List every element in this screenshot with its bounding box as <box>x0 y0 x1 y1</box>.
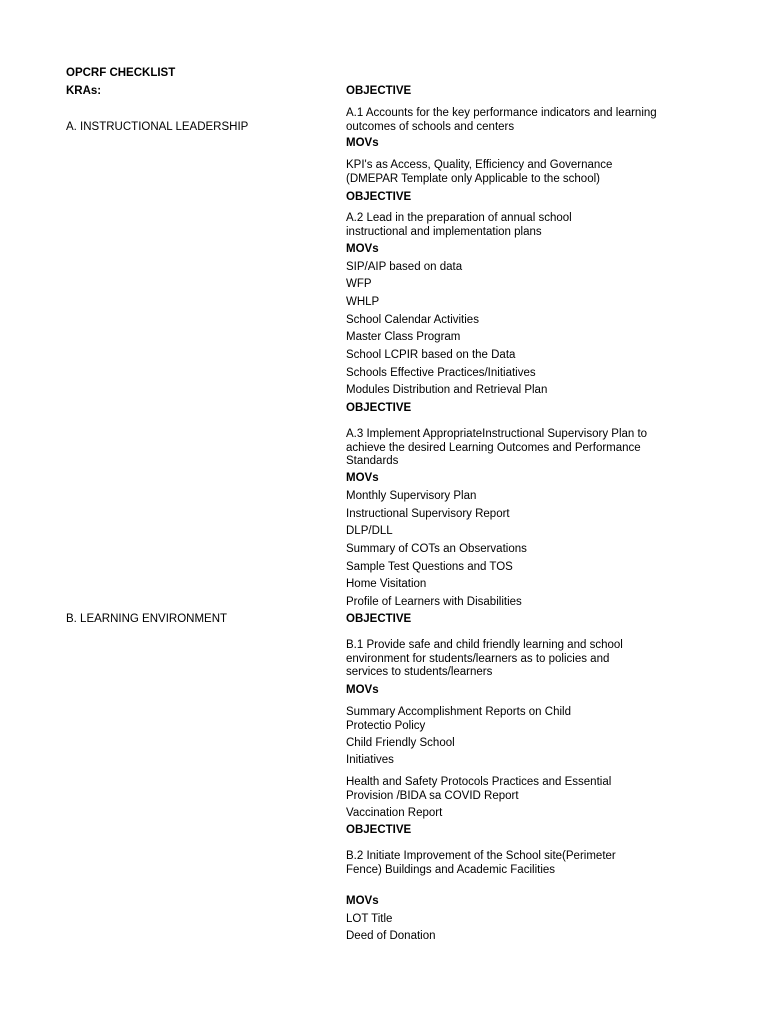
mov-item: Instructional Supervisory Report <box>346 508 510 520</box>
objective-a2-text: A.2 Lead in the preparation of annual school instructional and implementation plans <box>346 212 572 238</box>
mov-item: Deed of Donation <box>346 930 436 942</box>
mov-item: Summary Accomplishment Reports on Child Protectio Policy <box>346 706 571 732</box>
kra-b-label: B. LEARNING ENVIRONMENT <box>66 613 228 625</box>
objective-b2-text: B.2 Initiate Improvement of the School site(Perimeter Fence) Buildings and Academic Facilities <box>346 850 616 876</box>
objective-b1-text: B.1 Provide safe and child friendly learning and school environment for students/learners as to policies and services to students/learners <box>346 639 623 679</box>
mov-item: Modules Distribution and Retrieval Plan <box>346 384 548 396</box>
mov-item: Vaccination Report <box>346 807 443 819</box>
movs-heading: MOVs <box>346 895 379 907</box>
mov-item: Profile of Learners with Disabilities <box>346 596 522 608</box>
objective-heading: OBJECTIVE <box>346 824 412 836</box>
mov-item: KPI's as Access, Quality, Efficiency and Governance (DMEPAR Template only Applicable to the school) <box>346 159 613 185</box>
objective-heading: OBJECTIVE <box>346 613 412 625</box>
mov-item: Home Visitation <box>346 578 427 590</box>
mov-item: Health and Safety Protocols Practices and Essential Provision /BIDA sa COVID Report <box>346 776 612 802</box>
mov-item: WHLP <box>346 296 380 308</box>
objective-heading: OBJECTIVE <box>346 85 412 97</box>
document-title: OPCRF CHECKLIST <box>66 67 176 79</box>
movs-heading: MOVs <box>346 243 379 255</box>
mov-item: Sample Test Questions and TOS <box>346 561 513 573</box>
mov-item: Child Friendly School <box>346 737 455 749</box>
objective-a1-text: A.1 Accounts for the key performance indicators and learning outcomes of schools and centers <box>346 107 657 133</box>
kra-a-label: A. INSTRUCTIONAL LEADERSHIP <box>66 121 249 133</box>
movs-heading: MOVs <box>346 137 379 149</box>
movs-heading: MOVs <box>346 472 379 484</box>
mov-item: School LCPIR based on the Data <box>346 349 516 361</box>
movs-heading: MOVs <box>346 684 379 696</box>
mov-item: Schools Effective Practices/Initiatives <box>346 367 536 379</box>
mov-item: School Calendar Activities <box>346 314 479 326</box>
objective-heading: OBJECTIVE <box>346 402 412 414</box>
mov-item: Initiatives <box>346 754 394 766</box>
mov-item: LOT Title <box>346 913 393 925</box>
objective-a1-line <box>346 107 666 134</box>
mov-item: SIP/AIP based on data <box>346 261 463 273</box>
objective-heading: OBJECTIVE <box>346 191 412 203</box>
kras-label: KRAs: <box>66 85 102 97</box>
mov-item: WFP <box>346 278 372 290</box>
mov-item: Monthly Supervisory Plan <box>346 490 477 502</box>
objective-a3-text: A.3 Implement AppropriateInstructional Supervisory Plan to achieve the desired Learning Outcomes and Performance Standards <box>346 428 648 468</box>
mov-item: DLP/DLL <box>346 525 393 537</box>
mov-item: Summary of COTs an Observations <box>346 543 527 555</box>
mov-item: Master Class Program <box>346 331 461 343</box>
